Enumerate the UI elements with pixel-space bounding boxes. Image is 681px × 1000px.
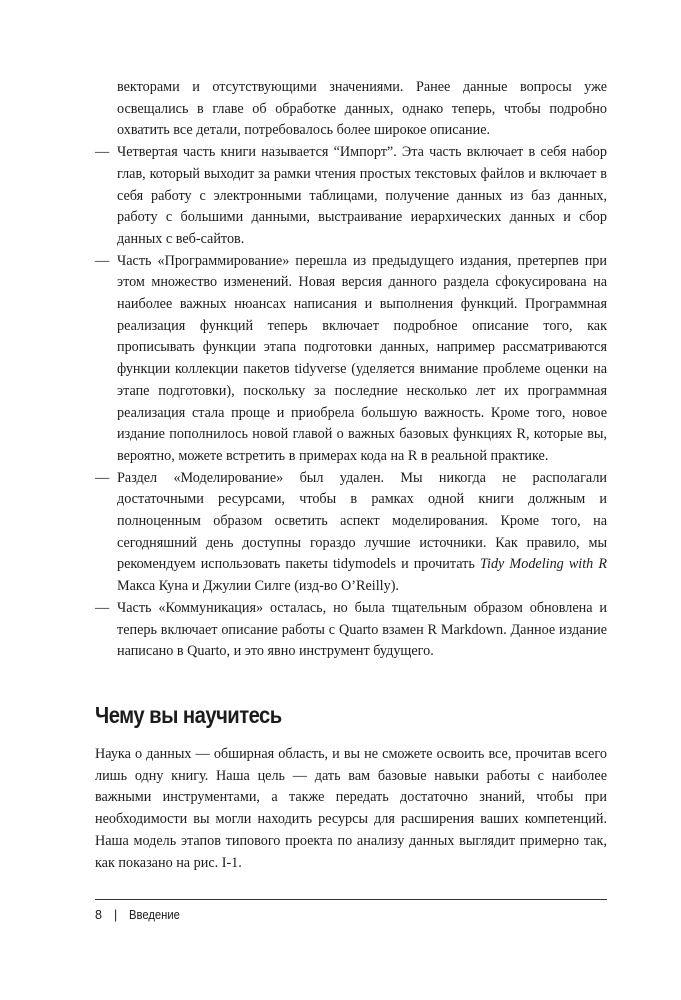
list-item: [95, 598, 607, 663]
book-title-italic: Tidy Modeling with R: [479, 556, 608, 573]
list-item-text: Раздел «Моделирование» был удален. Мы никогда не располагали достаточными ресурсами, чтобы в рамках одной книги должным и полноценным образом осветить аспект моделирования. Кроме того, на сегодняшний день доступны гораздо лучшие источники. Как правило, мы рекомендуем использовать пакеты tidymodels и прочитать: [117, 469, 607, 573]
section-heading: Чему вы научитесь: [95, 702, 282, 728]
footer-separator: |: [113, 908, 118, 922]
changes-list: [95, 142, 607, 663]
section-paragraph: Наука о данных — обширная область, и вы не сможете освоить все, прочитав всего лишь одну книгу. Наша цель — дать вам базовые навыки работы с наиболее важными инструментами, а также передать достаточно знаний, чтобы при необходимости вы могли находить ресурсы для расширения ваших компетенций. Наша модель этапов типового проекта по анализу данных выглядит примерно так, как показано на рис. I-1.: [95, 746, 607, 871]
list-item: [95, 468, 607, 598]
footer-divider: [95, 899, 607, 900]
list-item: [95, 251, 607, 468]
list-item-text-after: Макса Куна и Джулии Силге (изд-во O’Reilly).: [117, 578, 399, 595]
top-text-block: [95, 77, 607, 663]
page-number: 8: [95, 908, 102, 922]
intro-continuation: векторами и отсутствующими значениями. Ранее данные вопросы уже освещались в главе об обработке данных, однако теперь, чтобы подробно охватить все детали, потребовалось более широкое описание.: [117, 79, 607, 139]
running-section-title: Введение: [129, 908, 181, 922]
list-dash: —: [95, 252, 110, 269]
list-dash: —: [95, 144, 110, 161]
list-dash: —: [95, 469, 110, 486]
section-body: [95, 744, 607, 874]
list-dash: —: [95, 599, 110, 616]
list-item-text: Четвертая часть книги называется “Импорт”. Эта часть включает в себя набор глав, который выходит за рамки чтения простых текстовых файлов и включает в себя работу с электронными таблицами, получение данных из баз данных, работу с большими данными, выстраивание иерархических данных и сбор данных с веб-сайтов.: [117, 144, 607, 247]
list-item-text: Часть «Коммуникация» осталась, но была тщательным образом обновлена и теперь включает описание работы с Quarto взамен R Markdown. Данное издание написано в Quarto, и это явно инструмент будущего.: [117, 599, 607, 660]
list-item: [95, 142, 607, 251]
page-footer: [95, 908, 186, 922]
list-item-text: Часть «Программирование» перешла из предыдущего издания, претерпев при этом множество изменений. Новая версия данного раздела сфокусирована на наиболее важных нюансах написания и выполнения функций. Программная реализация функций теперь включает подробное описание того, как прописывать функции этапа подготовки данных, например рассматриваются функции коллекции пакетов tidyverse (уделяется внимание проблеме оценки на этапе подготовки), поскольку за последние несколько лет их программная реализация стала проще и приобрела большую важность. Кроме того, новое издание пополнилось новой главой о важных базовых функциях R, которые вы, вероятно, можете встретить в примерах кода на R в реальной практике.: [117, 252, 607, 464]
